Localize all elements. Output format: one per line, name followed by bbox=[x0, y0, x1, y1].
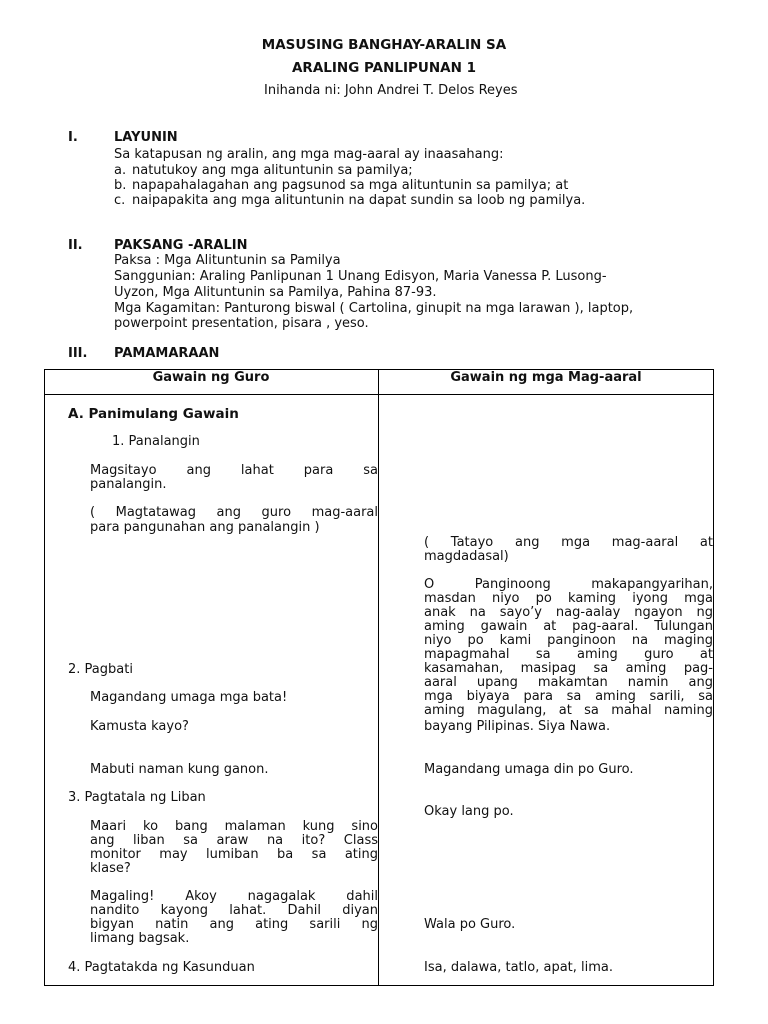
objective-text-a: natutukoy ang mga alituntunin sa pamilya; bbox=[132, 163, 413, 178]
document-title-line2: ARALING PANLIPUNAN 1 bbox=[291, 60, 477, 76]
document-title-line1: MASUSING BANGHAY-ARALIN SA bbox=[261, 37, 507, 53]
praise-line3: bigyan natin ang ating sarili ng bbox=[90, 917, 378, 932]
prayer-note-line2: para pangunahan ang panalangin ) bbox=[90, 520, 320, 535]
section1-intro: Sa katapusan ng aralin, ang mga mag-aaral ay inaasahang: bbox=[114, 147, 504, 162]
absent-question-line2: ang liban sa araw na ito? Class bbox=[90, 833, 378, 848]
students-count: Isa, dalawa, tatlo, apat, lima. bbox=[424, 960, 614, 975]
section1-heading: LAYUNIN bbox=[114, 130, 178, 145]
topic-line: Paksa : Mga Alituntunin sa Pamilya bbox=[114, 253, 341, 268]
student-prayer-line5: niyo po kami panginoon na maging bbox=[424, 633, 713, 648]
section3-heading: PAMAMARAAN bbox=[114, 346, 220, 361]
materials-line2: powerpoint presentation, pisara , yeso. bbox=[114, 316, 369, 331]
table-right-border bbox=[713, 369, 714, 986]
absent-question-line1: Maari ko bang malaman kung sino bbox=[90, 819, 378, 834]
section3-number: III. bbox=[68, 346, 88, 361]
teacher-greeting: Magandang umaga mga bata! bbox=[90, 690, 288, 705]
student-prayer-line8: aaral upang makamtan namin ang bbox=[424, 675, 713, 690]
table-left-border bbox=[44, 369, 45, 986]
reference-line1: Sanggunian: Araling Panlipunan 1 Unang Edisyon, Maria Vanessa P. Lusong- bbox=[114, 269, 607, 284]
objective-text-b: napapahalagahan ang pagsunod sa mga alituntunin sa pamilya; at bbox=[132, 178, 569, 193]
section2-heading: PAKSANG -ARALIN bbox=[114, 238, 248, 253]
objective-marker-b: b. bbox=[114, 178, 127, 193]
student-prayer-line6: mapagmahal sa aming guro at bbox=[424, 647, 713, 662]
students-none-absent: Wala po Guro. bbox=[424, 917, 516, 932]
prayer-call-line1: Magsitayo ang lahat para sa bbox=[90, 463, 378, 478]
header-teacher-activities: Gawain ng Guro bbox=[152, 370, 270, 385]
prayer-note-line1: ( Magtatawag ang guro mag-aaral bbox=[90, 505, 378, 520]
student-prayer-line10: aming magulang, at sa mahal naming bbox=[424, 703, 713, 718]
praise-line2: nandito kayong lahat. Dahil diyan bbox=[90, 903, 378, 918]
student-prayer-line3: anak na sayo’y nag-aalay ngayon ng bbox=[424, 605, 713, 620]
item-attendance: 3. Pagtatala ng Liban bbox=[68, 790, 206, 805]
section2-number: II. bbox=[68, 238, 83, 253]
reference-line2: Uyzon, Mga Alituntunin sa Pamilya, Pahina 87-93. bbox=[114, 285, 437, 300]
student-prayer-line9: mga biyaya para sa aming sarili, sa bbox=[424, 689, 713, 704]
table-header-border bbox=[44, 394, 714, 395]
objective-text-c: naipapakita ang mga alituntunin na dapat sundin sa loob ng pamilya. bbox=[132, 193, 586, 208]
item-agreement: 4. Pagtatakda ng Kasunduan bbox=[68, 960, 255, 975]
item-prayer: 1. Panalangin bbox=[112, 434, 200, 449]
item-greeting: 2. Pagbati bbox=[68, 662, 133, 677]
part-a-heading: A. Panimulang Gawain bbox=[68, 406, 239, 422]
absent-question-line4: klase? bbox=[90, 861, 131, 876]
students-greet-back: Magandang umaga din po Guro. bbox=[424, 762, 634, 777]
author-line: Inihanda ni: John Andrei T. Delos Reyes bbox=[264, 83, 518, 98]
header-student-activities: Gawain ng mga Mag-aaral bbox=[450, 370, 642, 385]
student-prayer-line2: masdan niyo po kaming iyong mga bbox=[424, 591, 713, 606]
students-stand-line1: ( Tatayo ang mga mag-aaral at bbox=[424, 535, 713, 550]
section1-number: I. bbox=[68, 130, 78, 145]
table-bottom-border bbox=[44, 985, 714, 986]
teacher-how-are-you: Kamusta kayo? bbox=[90, 719, 189, 734]
materials-line1: Mga Kagamitan: Panturong biswal ( Cartolina, ginupit na mga larawan ), laptop, bbox=[114, 301, 634, 316]
praise-line4: limang bagsak. bbox=[90, 931, 190, 946]
praise-line1: Magaling! Akoy nagagalak dahil bbox=[90, 889, 378, 904]
student-prayer-line11: bayang Pilipinas. Siya Nawa. bbox=[424, 719, 611, 734]
student-prayer-line1: O Panginoong makapangyarihan, bbox=[424, 577, 713, 592]
prayer-call-line2: panalangin. bbox=[90, 477, 167, 492]
students-okay: Okay lang po. bbox=[424, 804, 514, 819]
students-stand-line2: magdadasal) bbox=[424, 549, 509, 564]
objective-marker-c: c. bbox=[114, 193, 126, 208]
table-column-divider bbox=[378, 369, 379, 986]
student-prayer-line7: kasamahan, masipag sa aming pag- bbox=[424, 661, 713, 676]
absent-question-line3: monitor may lumiban ba sa ating bbox=[90, 847, 378, 862]
student-prayer-line4: aming gawain at pag-aaral. Tulungan bbox=[424, 619, 713, 634]
objective-marker-a: a. bbox=[114, 163, 127, 178]
teacher-good: Mabuti naman kung ganon. bbox=[90, 762, 269, 777]
